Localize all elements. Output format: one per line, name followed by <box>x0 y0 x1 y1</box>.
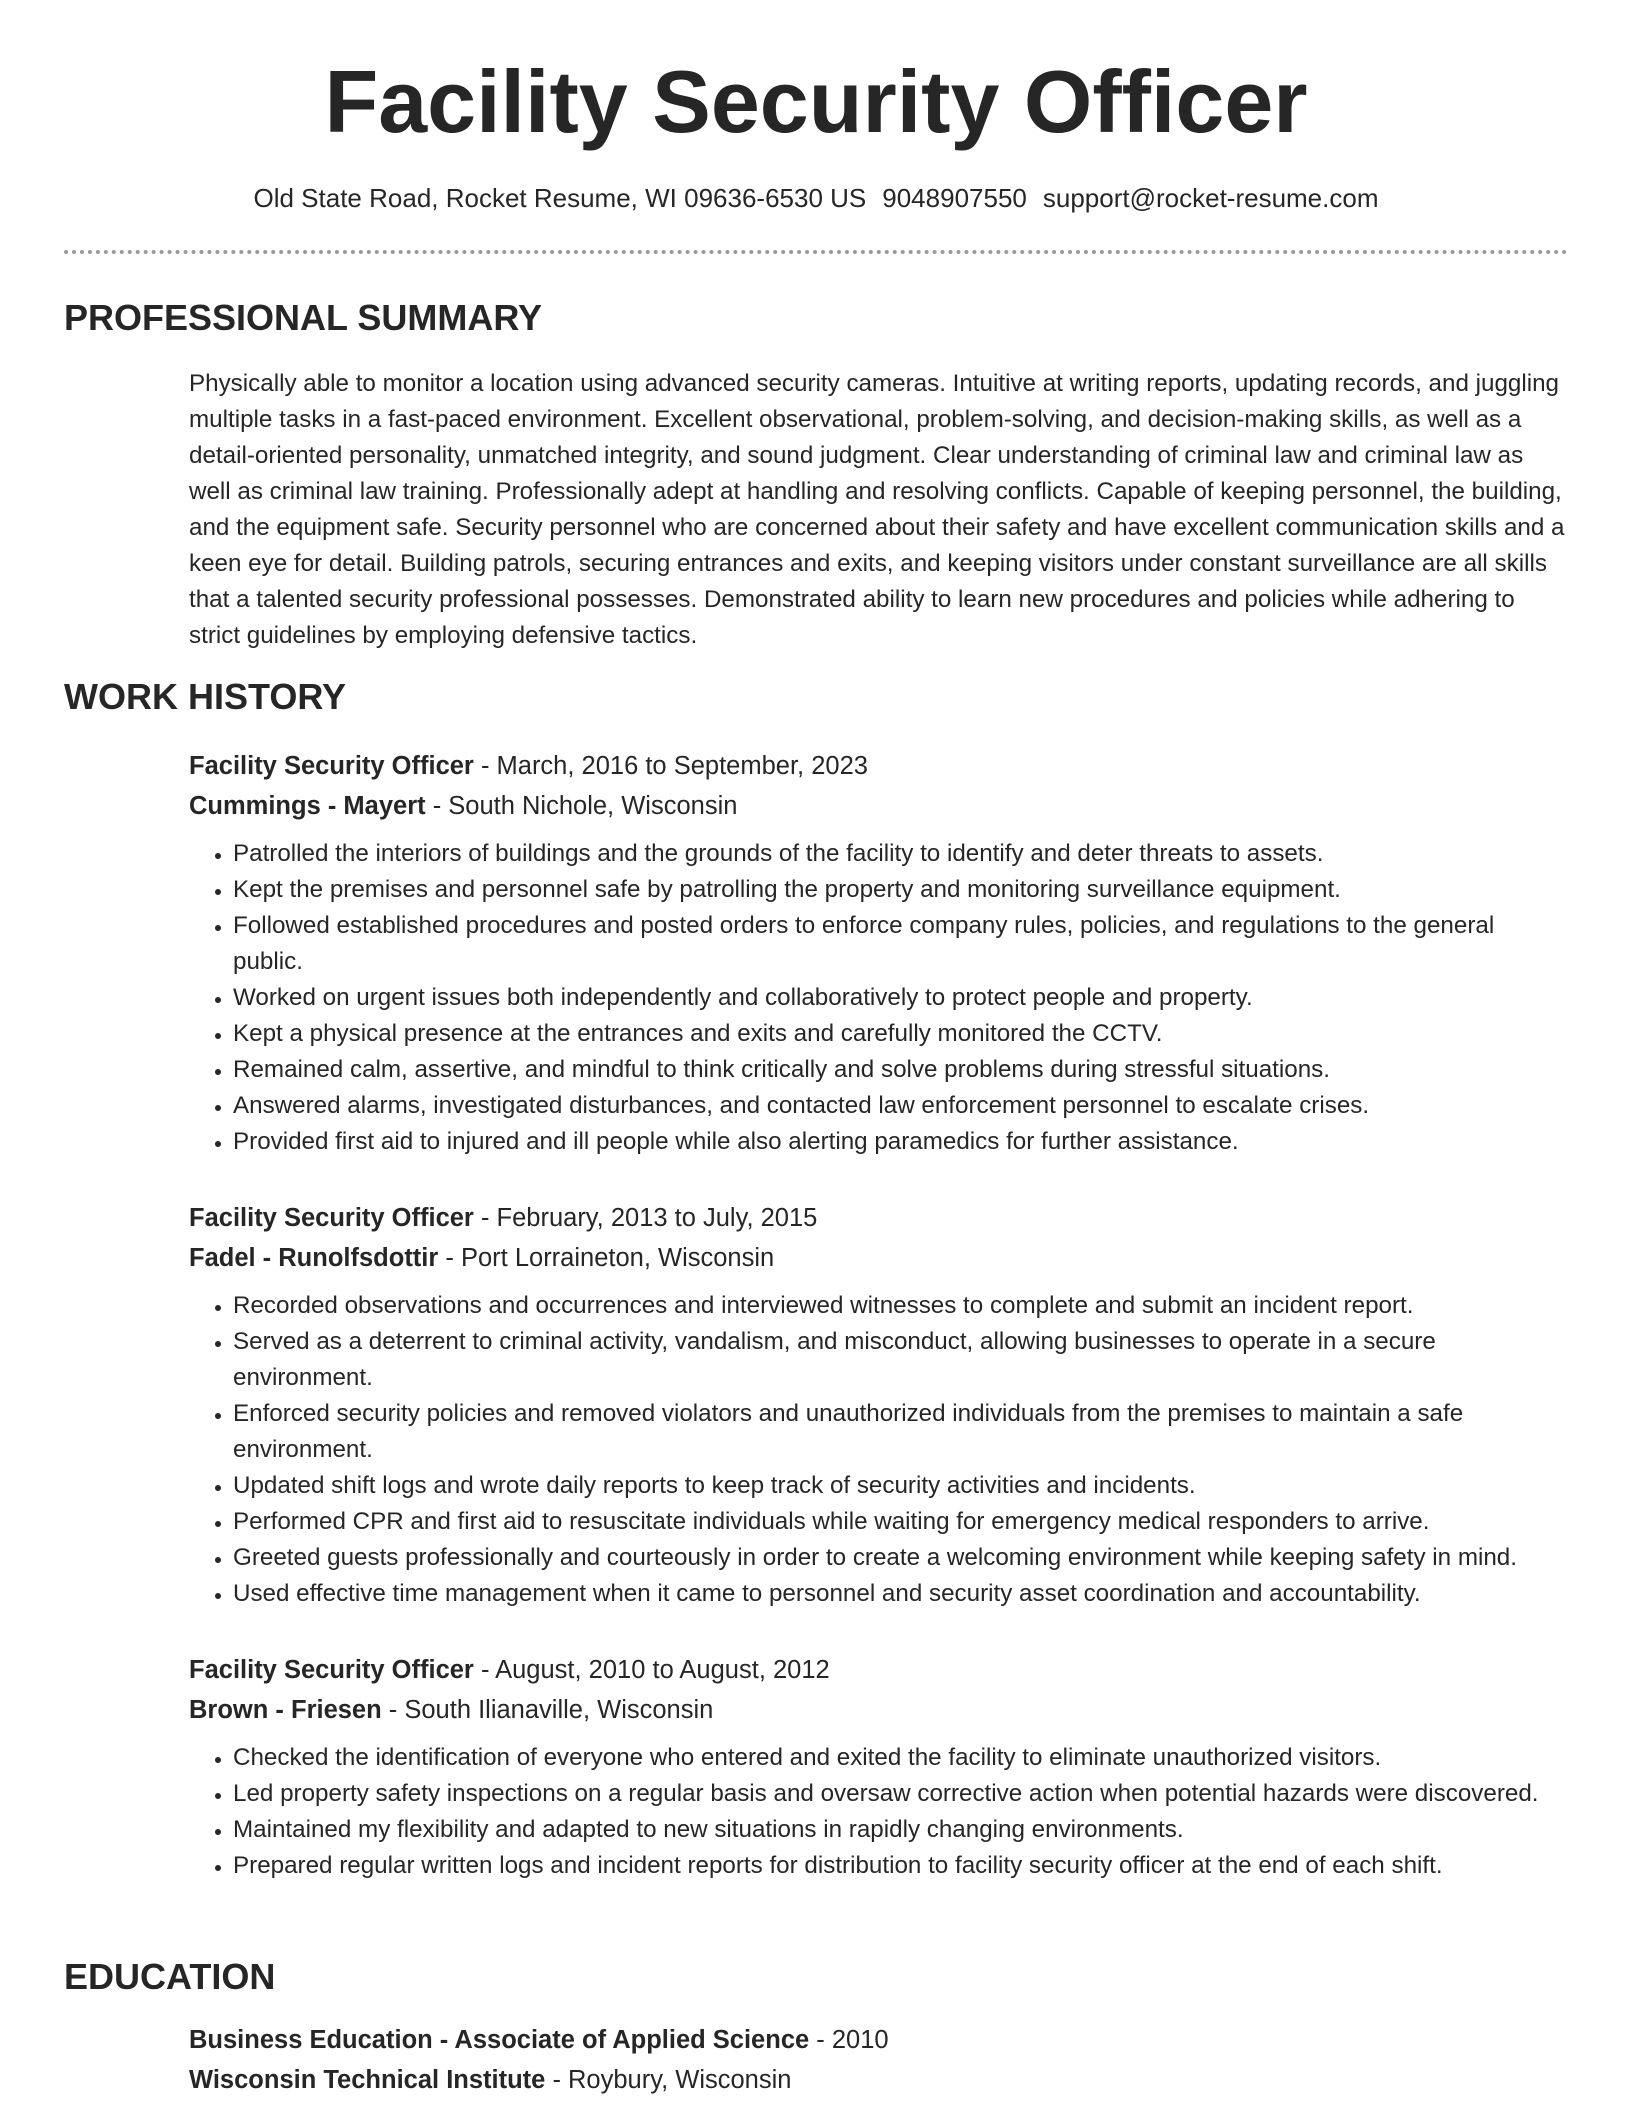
job-dates: - March, 2016 to September, 2023 <box>473 752 868 780</box>
job-bullet: • Worked on urgent issues both independently and collaboratively to protect people and property. <box>233 980 1569 1016</box>
job-title-line <box>189 1650 1569 1690</box>
education-section-title: EDUCATION <box>64 1956 276 1997</box>
summary-section-title: PROFESSIONAL SUMMARY <box>64 297 543 338</box>
job-role: Facility Security Officer <box>189 1204 474 1232</box>
job-dates: - August, 2010 to August, 2012 <box>473 1656 830 1684</box>
job-bullet-list <box>189 836 1569 1160</box>
job-bullet: • Answered alarms, investigated disturbances, and contacted law enforcement personnel to escalate crises. <box>233 1088 1569 1124</box>
job-bullet: • Performed CPR and first aid to resuscitate individuals while waiting for emergency medical responders to arrive. <box>233 1504 1569 1540</box>
job-bullet: • Enforced security policies and removed violators and unauthorized individuals from the premises to maintain a safe environment. <box>233 1396 1569 1468</box>
education-location: - Roybury, Wisconsin <box>545 2066 792 2094</box>
job-location: - Port Lorraineton, Wisconsin <box>438 1244 775 1272</box>
contact-line <box>0 180 1632 216</box>
contact-address: Old State Road, Rocket Resume, WI 09636-6530 US <box>253 183 867 213</box>
job-bullet: • Patrolled the interiors of buildings and the grounds of the facility to identify and deter threats to assets. <box>233 836 1569 872</box>
job-company: Brown - Friesen <box>189 1696 382 1724</box>
job-company-line <box>189 1690 1569 1730</box>
job-entry <box>189 1650 1569 1884</box>
job-company: Fadel - Runolfsdottir <box>189 1244 439 1272</box>
job-dates: - February, 2013 to July, 2015 <box>473 1204 818 1232</box>
job-company-line <box>189 786 1569 826</box>
resume-name-heading: Facility Security Officer <box>324 52 1308 151</box>
contact-phone: 9048907550 <box>882 183 1027 213</box>
job-bullet: • Checked the identification of everyone who entered and exited the facility to eliminate unauthorized visitors. <box>233 1740 1569 1776</box>
job-role: Facility Security Officer <box>189 752 474 780</box>
job-bullet: • Prepared regular written logs and incident reports for distribution to facility security officer at the end of each shift. <box>233 1848 1569 1884</box>
job-bullet: • Served as a deterrent to criminal activity, vandalism, and misconduct, allowing businesses to operate in a secure environment. <box>233 1324 1569 1396</box>
job-location: - South Nichole, Wisconsin <box>425 792 738 820</box>
education-school-line <box>189 2060 1569 2100</box>
work-history-section-title: WORK HISTORY <box>64 676 347 717</box>
job-entry <box>189 746 1569 1160</box>
job-bullet: • Remained calm, assertive, and mindful to think critically and solve problems during stressful situations. <box>233 1052 1569 1088</box>
job-bullet: • Kept the premises and personnel safe by patrolling the property and monitoring surveillance equipment. <box>233 872 1569 908</box>
job-bullet: • Greeted guests professionally and courteously in order to create a welcoming environment while keeping safety in mind. <box>233 1540 1569 1576</box>
summary-text: Physically able to monitor a location using advanced security cameras. Intuitive at writing reports, updating records, and juggling multiple tasks in a fast-paced environment. Excellent observational, problem-solving, and decision-making skills, as well as a detail-oriented personality, unmatched integrity, and sound judgment. Clear understanding of criminal law and criminal law as well as criminal law training. Professionally adept at handling and resolving conflicts. Capable of keeping personnel, the building, and the equipment safe. Security personnel who are concerned about their safety and have excellent communication skills and a keen eye for detail. Building patrols, securing entrances and exits, and keeping visitors under constant surveillance are all skills that a talented security professional possesses. Demonstrated ability to learn new procedures and policies while adhering to strict guidelines by employing defensive tactics. <box>189 370 1565 649</box>
job-bullet: • Maintained my flexibility and adapted to new situations in rapidly changing environments. <box>233 1812 1569 1848</box>
job-bullet-list <box>189 1288 1569 1612</box>
job-title-line <box>189 746 1569 786</box>
job-bullet: • Updated shift logs and wrote daily reports to keep track of security activities and incidents. <box>233 1468 1569 1504</box>
education-degree-line <box>189 2020 1569 2060</box>
education-year: - 2010 <box>809 2026 889 2054</box>
job-bullet: • Kept a physical presence at the entrances and exits and carefully monitored the CCTV. <box>233 1016 1569 1052</box>
job-role: Facility Security Officer <box>189 1656 474 1684</box>
job-title-line <box>189 1198 1569 1238</box>
job-company: Cummings - Mayert <box>189 792 426 820</box>
job-bullet: • Provided first aid to injured and ill people while also alerting paramedics for further assistance. <box>233 1124 1569 1160</box>
job-bullet-list <box>189 1740 1569 1884</box>
job-bullet: • Used effective time management when it came to personnel and security asset coordination and accountability. <box>233 1576 1569 1612</box>
job-bullet: • Led property safety inspections on a regular basis and oversaw corrective action when potential hazards were discovered. <box>233 1776 1569 1812</box>
job-company-line <box>189 1238 1569 1278</box>
header-divider <box>64 250 1568 254</box>
contact-email: support@rocket-resume.com <box>1042 183 1379 213</box>
job-entry <box>189 1198 1569 1612</box>
job-bullet: • Followed established procedures and posted orders to enforce company rules, policies, and regulations to the general public. <box>233 908 1569 980</box>
job-location: - South Ilianaville, Wisconsin <box>381 1696 714 1724</box>
education-school: Wisconsin Technical Institute <box>189 2066 546 2094</box>
education-entry <box>189 2020 1569 2100</box>
education-degree: Business Education - Associate of Applied Science <box>189 2026 810 2054</box>
job-bullet: • Recorded observations and occurrences and interviewed witnesses to complete and submit an incident report. <box>233 1288 1569 1324</box>
